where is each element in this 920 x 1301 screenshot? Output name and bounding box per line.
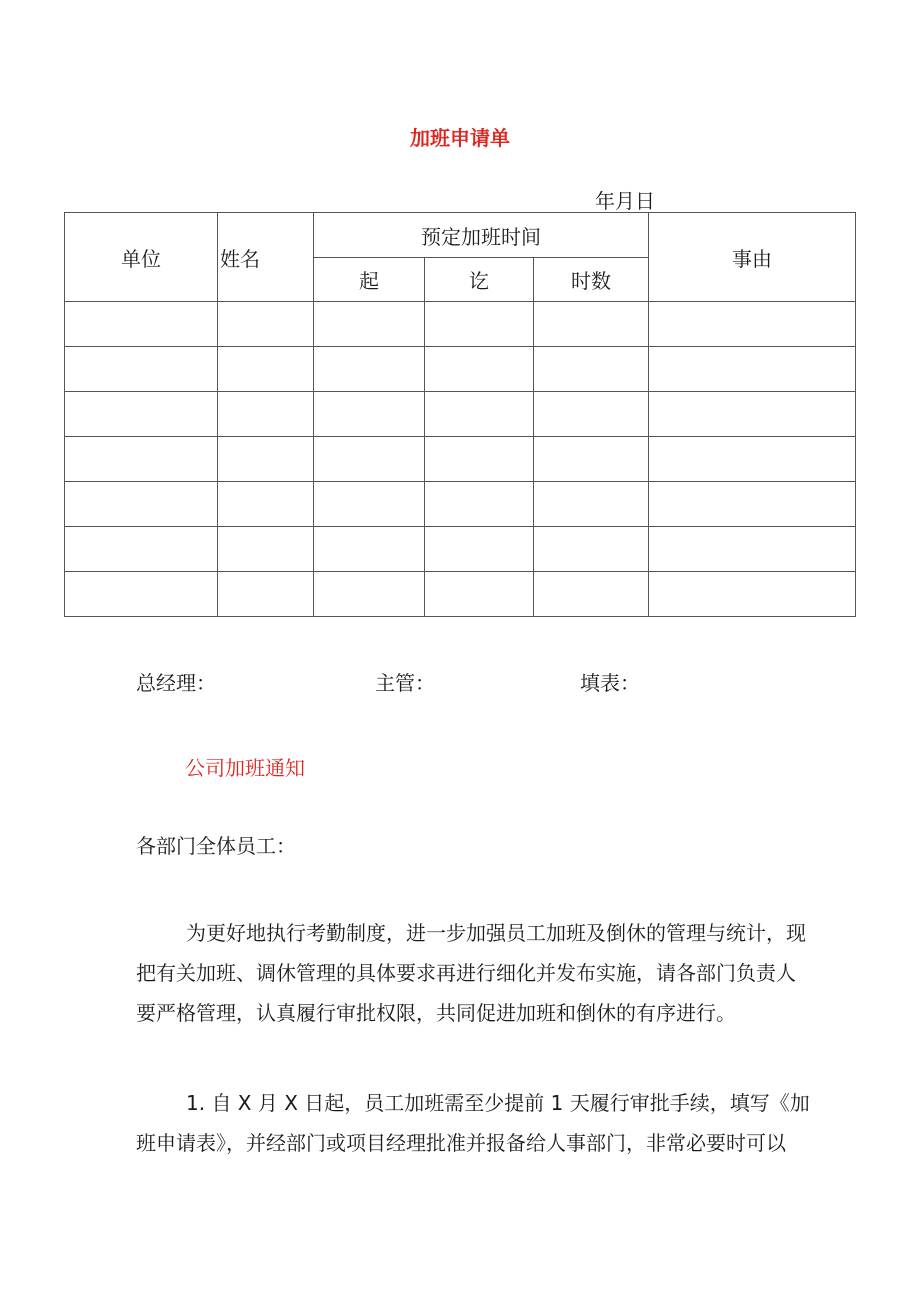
form-title: 加班申请单: [410, 126, 510, 150]
table-row: [65, 302, 856, 347]
table-cell[interactable]: [649, 392, 856, 437]
date-label: 年月日: [595, 189, 655, 213]
para2-line: 班申请表》，并经部门或项目经理批准并报备给人事部门，非常必要时可以: [136, 1131, 786, 1155]
table-cell[interactable]: [425, 302, 534, 347]
header-start: 起: [314, 258, 425, 302]
table-cell[interactable]: [425, 437, 534, 482]
table-cell[interactable]: [65, 302, 218, 347]
table-cell[interactable]: [314, 572, 425, 617]
table-cell[interactable]: [425, 572, 534, 617]
overtime-request-table: [64, 212, 856, 617]
table-cell[interactable]: [425, 392, 534, 437]
table-cell[interactable]: [425, 482, 534, 527]
table-row: [65, 527, 856, 572]
gm-signature-label: 总经理：: [136, 671, 216, 695]
header-hours: 时数: [534, 258, 649, 302]
table-cell[interactable]: [218, 392, 314, 437]
supervisor-signature-label: 主管：: [375, 671, 435, 695]
table-cell[interactable]: [314, 527, 425, 572]
table-cell[interactable]: [649, 302, 856, 347]
table-cell[interactable]: [65, 437, 218, 482]
table-cell[interactable]: [534, 527, 649, 572]
table-cell[interactable]: [314, 347, 425, 392]
header-scheduled-time: 预定加班时间: [314, 213, 649, 258]
table-cell[interactable]: [65, 347, 218, 392]
table-cell[interactable]: [218, 347, 314, 392]
notice-paragraph-2: [136, 1083, 856, 1163]
table-cell[interactable]: [314, 437, 425, 482]
header-end: 讫: [425, 258, 534, 302]
table-cell[interactable]: [65, 482, 218, 527]
table-cell[interactable]: [649, 437, 856, 482]
table-cell[interactable]: [218, 482, 314, 527]
table-row: [65, 437, 856, 482]
table-cell[interactable]: [649, 527, 856, 572]
table-cell[interactable]: [534, 302, 649, 347]
greeting-text: 各部门全体员工：: [136, 834, 296, 858]
table-cell[interactable]: [218, 572, 314, 617]
filler-signature-label: 填表：: [580, 671, 640, 695]
notice-paragraph-1: [136, 913, 856, 1033]
table-cell[interactable]: [425, 347, 534, 392]
table-cell[interactable]: [425, 527, 534, 572]
table-row: [65, 347, 856, 392]
table-cell[interactable]: [534, 437, 649, 482]
table-cell[interactable]: [314, 302, 425, 347]
table-cell[interactable]: [65, 572, 218, 617]
notice-greeting: [136, 826, 856, 866]
notice-title: 公司加班通知: [185, 756, 305, 780]
table-cell[interactable]: [534, 347, 649, 392]
table-cell[interactable]: [314, 392, 425, 437]
table-cell[interactable]: [65, 392, 218, 437]
table-cell[interactable]: [314, 482, 425, 527]
table-cell[interactable]: [218, 527, 314, 572]
header-name: 姓名: [218, 213, 314, 302]
table-cell[interactable]: [534, 392, 649, 437]
table-row: [65, 572, 856, 617]
header-reason: 事由: [649, 213, 856, 302]
table-row: [65, 482, 856, 527]
para1-line: 把有关加班、调休管理的具体要求再进行细化并发布实施，请各部门负责人: [136, 961, 796, 985]
table-cell[interactable]: [218, 437, 314, 482]
table-cell[interactable]: [534, 572, 649, 617]
table-row: [65, 392, 856, 437]
para2-line: 1. 自 X 月 X 日起，员工加班需至少提前 1 天履行审批手续，填写《加: [186, 1091, 810, 1115]
para1-line: 要严格管理，认真履行审批权限，共同促进加班和倒休的有序进行。: [136, 1001, 736, 1025]
para1-line: 为更好地执行考勤制度，进一步加强员工加班及倒休的管理与统计，现: [186, 921, 806, 945]
table-cell[interactable]: [65, 527, 218, 572]
table-cell[interactable]: [534, 482, 649, 527]
table-cell[interactable]: [649, 572, 856, 617]
table-cell[interactable]: [649, 482, 856, 527]
header-unit: 单位: [65, 213, 218, 302]
table-cell[interactable]: [649, 347, 856, 392]
table-cell[interactable]: [218, 302, 314, 347]
